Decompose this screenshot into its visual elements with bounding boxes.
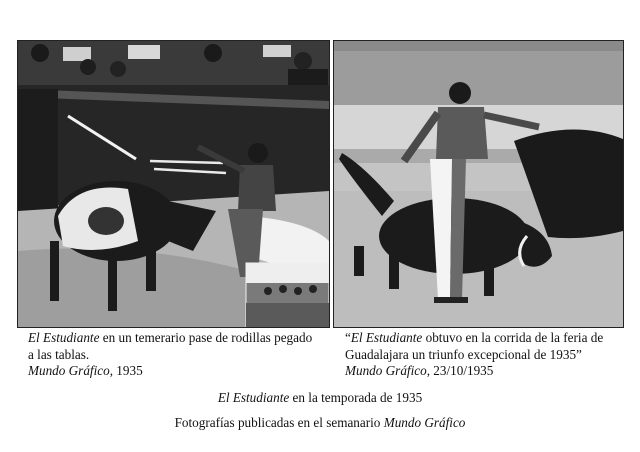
right-caption-italic-name: El Estudiante	[350, 330, 423, 345]
footer-publication-line	[0, 415, 640, 431]
left-caption-source	[28, 363, 328, 380]
left-caption-source-date: , 1935	[109, 363, 143, 378]
right-caption-open-quote: “	[345, 330, 351, 345]
right-photo-image	[334, 41, 623, 327]
left-caption-source-italic: Mundo Gráfico	[28, 363, 110, 378]
right-caption-line-2: Guadalajara un triunfo excepcional de 1935”	[345, 346, 582, 362]
right-caption-line-1	[345, 330, 630, 347]
right-caption-source	[345, 363, 630, 380]
right-caption	[345, 330, 630, 380]
right-caption-source-italic: Mundo Gráfico	[345, 363, 427, 378]
footer-italic-name: El Estudiante	[217, 390, 290, 405]
footer-publication-italic: Mundo Gráfico	[383, 415, 466, 430]
left-caption-line-2: a las tablas.	[28, 346, 90, 362]
right-photograph	[333, 40, 624, 328]
left-photo-image	[18, 41, 329, 327]
footer-season-text: en la temporada de 1935	[289, 390, 423, 405]
left-caption-italic-name: El Estudiante	[28, 330, 100, 345]
footer-publication-text: Fotografías publicadas en el semanario	[174, 415, 384, 430]
left-photograph	[17, 40, 330, 328]
footer-season-line	[0, 390, 640, 406]
right-caption-source-date: , 23/10/1935	[426, 363, 494, 378]
left-caption	[28, 330, 328, 380]
left-caption-line-1-text: en un temerario pase de rodillas pegado	[99, 330, 313, 345]
right-caption-line-1-text: obtuvo en la corrida de la feria de	[422, 330, 604, 345]
left-caption-line-1	[28, 330, 328, 347]
